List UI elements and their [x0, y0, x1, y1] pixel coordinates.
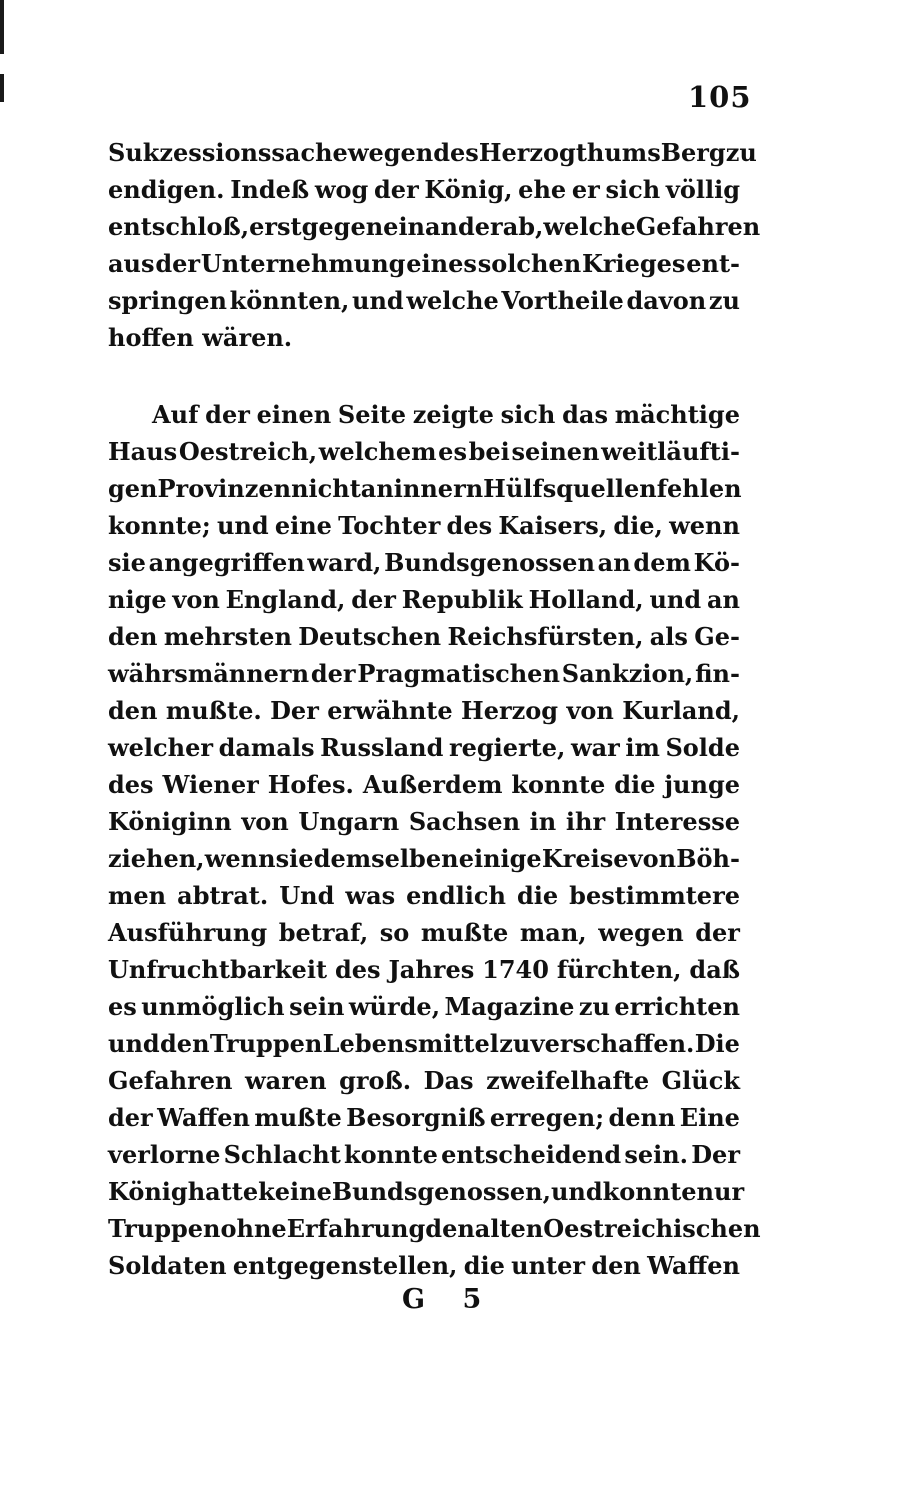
- text-line: Auf der einen Seite zeigte sich das mächtige: [152, 400, 740, 429]
- text-line: ziehen, wenn sie demselben einige Kreise von Böh-: [108, 844, 740, 873]
- text-line: Gefahren waren groß. Das zweifelhafte Glück: [108, 1066, 740, 1095]
- text-line: der Waffen mußte Besorgniß erregen; denn Eine: [108, 1103, 740, 1132]
- text-line: gen Provinzen nicht an innern Hülfsquellen fehlen: [108, 474, 742, 503]
- text-line: hoffen wären.: [108, 323, 293, 352]
- text-line: endigen. Indeß wog der König, ehe er sich völlig: [108, 175, 740, 204]
- paragraph-2: [108, 400, 761, 1288]
- text-line: Soldaten entgegenstellen, die unter den Waffen: [108, 1251, 740, 1280]
- text-line: währsmännern der Pragmatischen Sankzion, fin-: [108, 659, 740, 688]
- text-line: Truppen ohne Erfahrung den alten Oestreichischen: [108, 1214, 761, 1243]
- text-line: den mußte. Der erwähnte Herzog von Kurland,: [108, 696, 740, 725]
- page-edge-mark: [0, 74, 4, 102]
- text-line: Königinn von Ungarn Sachsen in ihr Interesse: [108, 807, 740, 836]
- page-edge-mark: [0, 0, 4, 54]
- text-line: springen könnten, und welche Vortheile davon zu: [108, 286, 740, 315]
- text-line: men abtrat. Und was endlich die bestimmtere: [108, 881, 740, 910]
- text-line: welcher damals Russland regierte, war im Solde: [108, 733, 740, 762]
- text-line: entschloß, erst gegen einander ab, welche Gefahren: [108, 212, 761, 241]
- text-line: Haus Oestreich, welchem es bei seinen weitläufti-: [108, 437, 740, 466]
- text-line: König hatte keine Bundsgenossen, und konnte nur: [108, 1177, 745, 1206]
- text-line: es unmöglich sein würde, Magazine zu errichten: [108, 992, 740, 1021]
- text-line: konnte; und eine Tochter des Kaisers, die, wenn: [108, 511, 740, 540]
- text-line: Unfruchtbarkeit des Jahres 1740 fürchten, daß: [108, 955, 740, 984]
- text-line: des Wiener Hofes. Außerdem konnte die junge: [108, 770, 740, 799]
- text-line: aus der Unternehmung eines solchen Krieges ent-: [108, 249, 740, 278]
- paragraph-1: [108, 138, 761, 360]
- text-line: verlorne Schlacht konnte entscheidend sein. Der: [108, 1140, 740, 1169]
- text-line: Sukzessionssache wegen des Herzogthums Berg zu: [108, 138, 757, 167]
- text-line: und den Truppen Lebensmittel zu verschaffen. Die: [108, 1029, 740, 1058]
- signature-mark: G 5: [402, 1284, 496, 1315]
- text-line: Ausführung betraf, so mußte man, wegen der: [108, 918, 740, 947]
- text-line: sie angegriffen ward, Bundsgenossen an dem Kö-: [108, 548, 740, 577]
- page-number: 105: [688, 80, 752, 114]
- text-line: nige von England, der Republik Holland, und an: [108, 585, 740, 614]
- text-line: den mehrsten Deutschen Reichsfürsten, als Ge-: [108, 622, 740, 651]
